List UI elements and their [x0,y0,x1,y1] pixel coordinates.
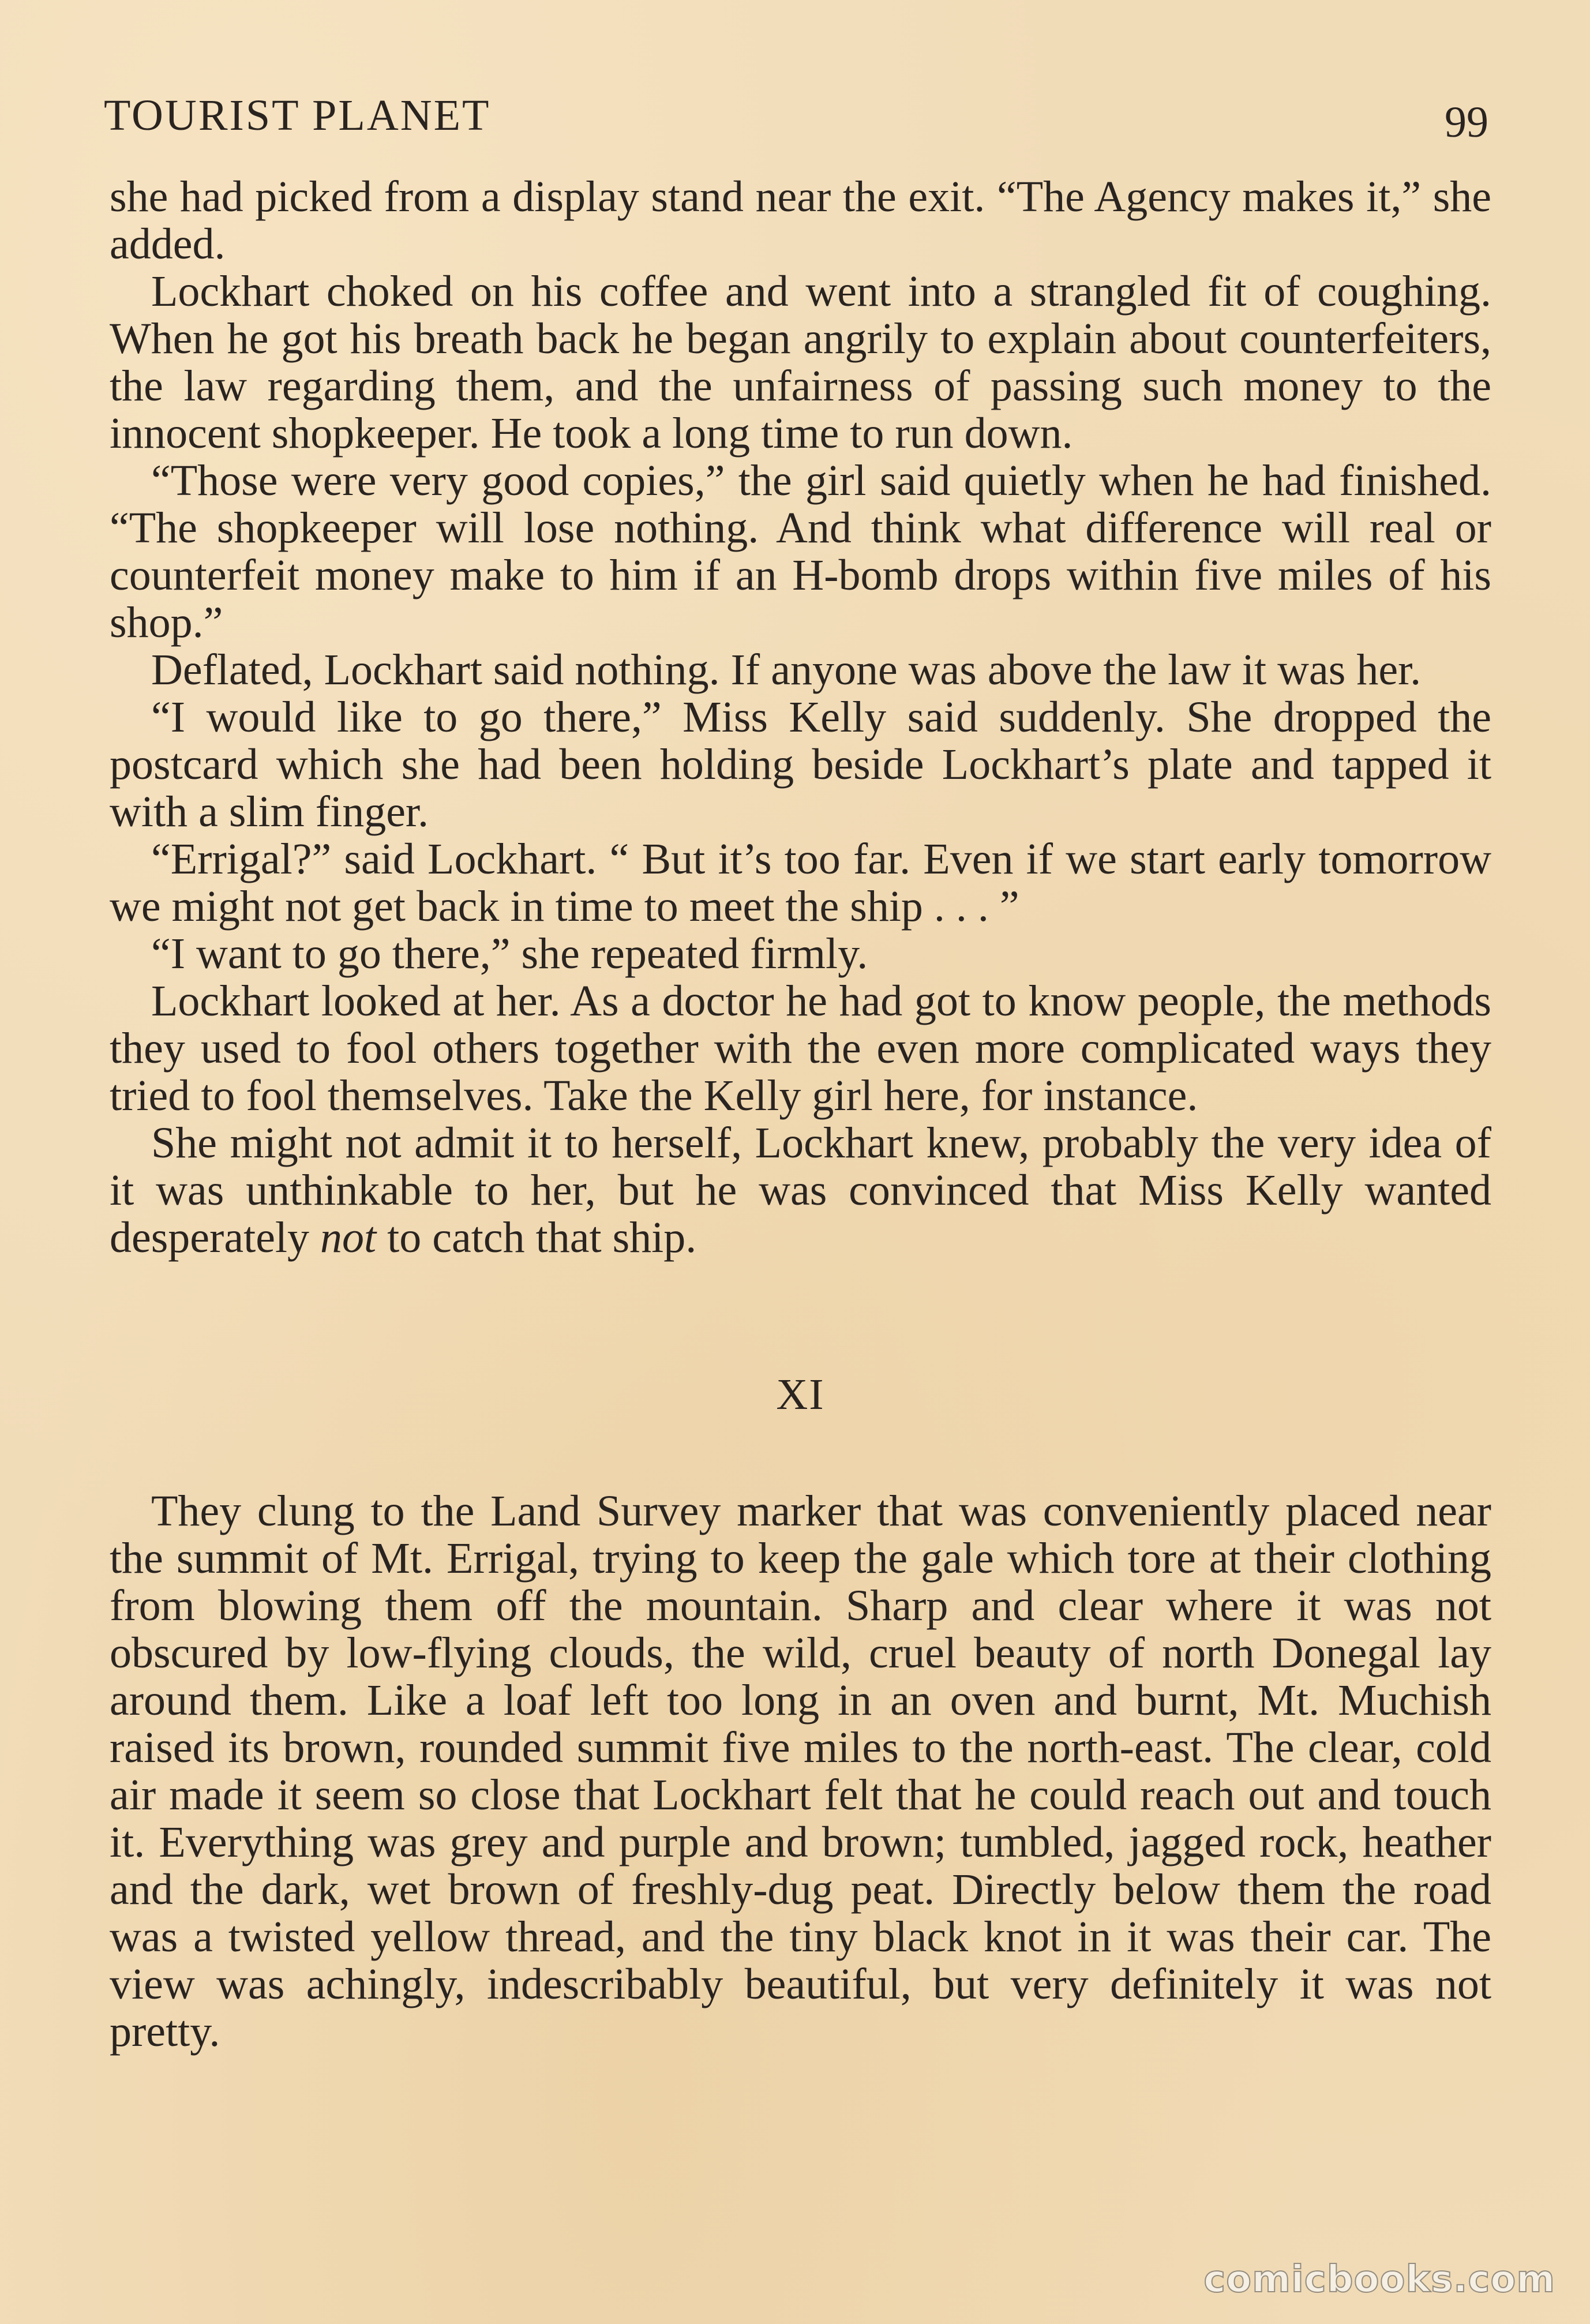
watermark: comicbooks.com [1203,2258,1555,2301]
running-head: TOURIST PLANET [104,91,491,140]
chapter-heading: XI [776,1370,825,1419]
page-body [110,173,1491,2055]
emphasis-text: not [320,1213,377,1262]
paragraph: she had picked from a display stand near the exit. “The Agency makes it,” she added. [110,173,1491,268]
paragraph: Lockhart choked on his coffee and went into a strangled fit of coughing. When he got his breath back he began angrily to explain about counterfeiters, the law regarding them, and the unfairness of passing such money to the innocent shopkeeper. He took a long time to run down. [110,267,1491,458]
paragraph: Lockhart looked at her. As a doctor he had got to know people, the methods they used to fool others together with the even more complicated ways they tried to fool themselves. Take the Kelly girl here, for instance. [110,977,1491,1120]
page-header [104,87,1488,147]
paragraph: “I would like to go there,” Miss Kelly said suddenly. She dropped the postcard which she had been holding beside Lockhart’s plate and tapped it with a slim finger. [110,693,1491,836]
paragraph: Deflated, Lockhart said nothing. If anyone was above the law it was her. [151,646,1422,694]
paragraph: They clung to the Land Survey marker that was conveniently placed near the summit of Mt. Errigal, trying to keep the gale which tore at their clothing from blowing them off the mountain. Sharp and clear where it was not obscured by low-flying clouds, the wild, cruel beauty of north Donegal lay around them. Like a loaf left too long in an oven and burnt, Mt. Muchish raised its brown, rounded summit five miles to the north-east. The clear, cold air made it seem so close that Lockhart felt that he could reach out and touch it. Everything was grey and purple and brown; tumbled, jagged rock, heather and the dark, wet brown of freshly-dug peat. Directly below them the road was a twisted yellow thread, and the tiny black knot in it was their car. The view was achingly, indescribably beautiful, but very definitely it was not pretty. [110,1487,1491,2056]
paragraph: “Those were very good copies,” the girl said quietly when he had finished. “The shopkeeper will lose nothing. And think what difference will real or counterfeit money make to him if an H-bomb drops within five miles of his shop.” [110,456,1491,647]
page-number: 99 [1445,98,1488,147]
paragraph-text: She might not admit it to herself, Lockhart knew, probably the very idea of it was unthinkable to her, but he was convinced that Miss Kelly wanted desperately [110,1119,1491,1262]
paragraph [110,1119,1491,1261]
paragraph-text: to catch that ship. [376,1213,697,1262]
paragraph: “Errigal?” said Lockhart. “ But it’s too far. Even if we start early tomorrow we might not get back in time to meet the ship . . . ” [110,835,1491,931]
paragraph: “I want to go there,” she repeated firmly. [151,929,868,978]
